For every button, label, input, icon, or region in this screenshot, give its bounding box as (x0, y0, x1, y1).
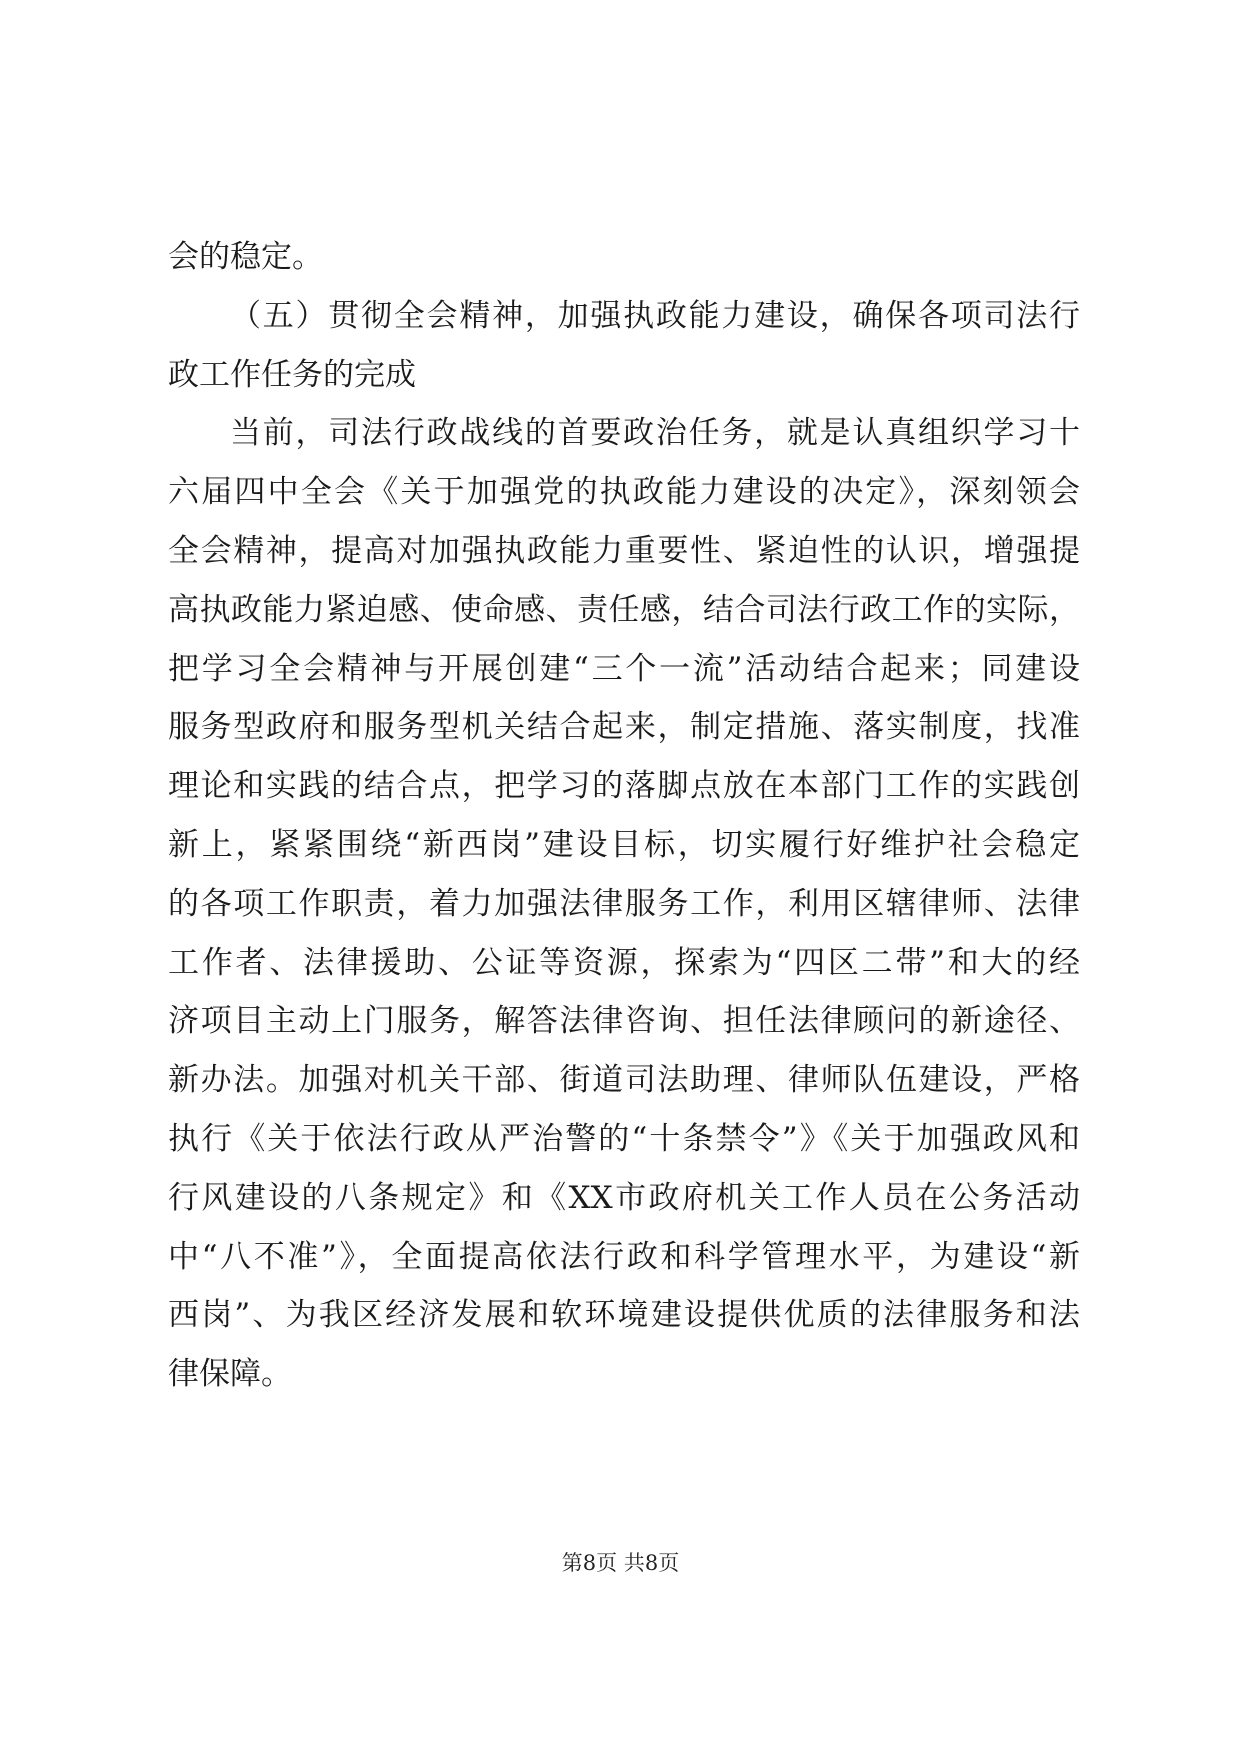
section-heading-line-2: 政工作任务的完成 (168, 356, 416, 393)
paragraph-line: 律保障。 (168, 1356, 292, 1393)
paragraph-line: 全会精神，提高对加强执政能力重要性、紧迫性的认识，增强提 (168, 532, 1080, 569)
paragraph-line: 西岗”、为我区经济发展和软环境建设提供优质的法律服务和法 (168, 1297, 1080, 1334)
page-number-footer: 第8页 共8页 (561, 1551, 680, 1575)
paragraph-line: 六届四中全会《关于加强党的执政能力建设的决定》，深刻领会 (168, 474, 1080, 511)
paragraph-line: 中“八不准”》，全面提高依法行政和科学管理水平，为建设“新 (168, 1238, 1080, 1275)
paragraph-line: 行风建设的八条规定》和《XX市政府机关工作人员在公务活动 (168, 1179, 1080, 1216)
paragraph-line: 理论和实践的结合点，把学习的落脚点放在本部门工作的实践创 (168, 768, 1080, 805)
paragraph-line: 工作者、法律援助、公证等资源，探索为“四区二带”和大的经 (168, 944, 1080, 981)
paragraph-line: 新上，紧紧围绕“新西岗”建设目标，切实履行好维护社会稳定 (168, 826, 1080, 863)
paragraph-line: 的各项工作职责，着力加强法律服务工作，利用区辖律师、法律 (168, 885, 1080, 922)
paragraph-line: 执行《关于依法行政从严治警的“十条禁令”》《关于加强政风和 (168, 1120, 1080, 1157)
document-body (168, 228, 1080, 1404)
continuation-line: 会的稳定。 (168, 239, 323, 275)
paragraph-line: 当前，司法行政战线的首要政治任务，就是认真组织学习十 (230, 415, 1080, 452)
paragraph-line: 高执政能力紧迫感、使命感、责任感，结合司法行政工作的实际， (168, 591, 1080, 628)
paragraph-line: 新办法。加强对机关干部、街道司法助理、律师队伍建设，严格 (168, 1062, 1080, 1099)
paragraph-line: 把学习全会精神与开展创建“三个一流”活动结合起来；同建设 (168, 650, 1080, 687)
paragraph-line: 服务型政府和服务型机关结合起来，制定措施、落实制度，找准 (168, 709, 1080, 746)
section-heading-line-1: （五）贯彻全会精神，加强执政能力建设，确保各项司法行 (230, 297, 1080, 334)
paragraph-line: 济项目主动上门服务，解答法律咨询、担任法律顾问的新途径、 (168, 1003, 1080, 1040)
